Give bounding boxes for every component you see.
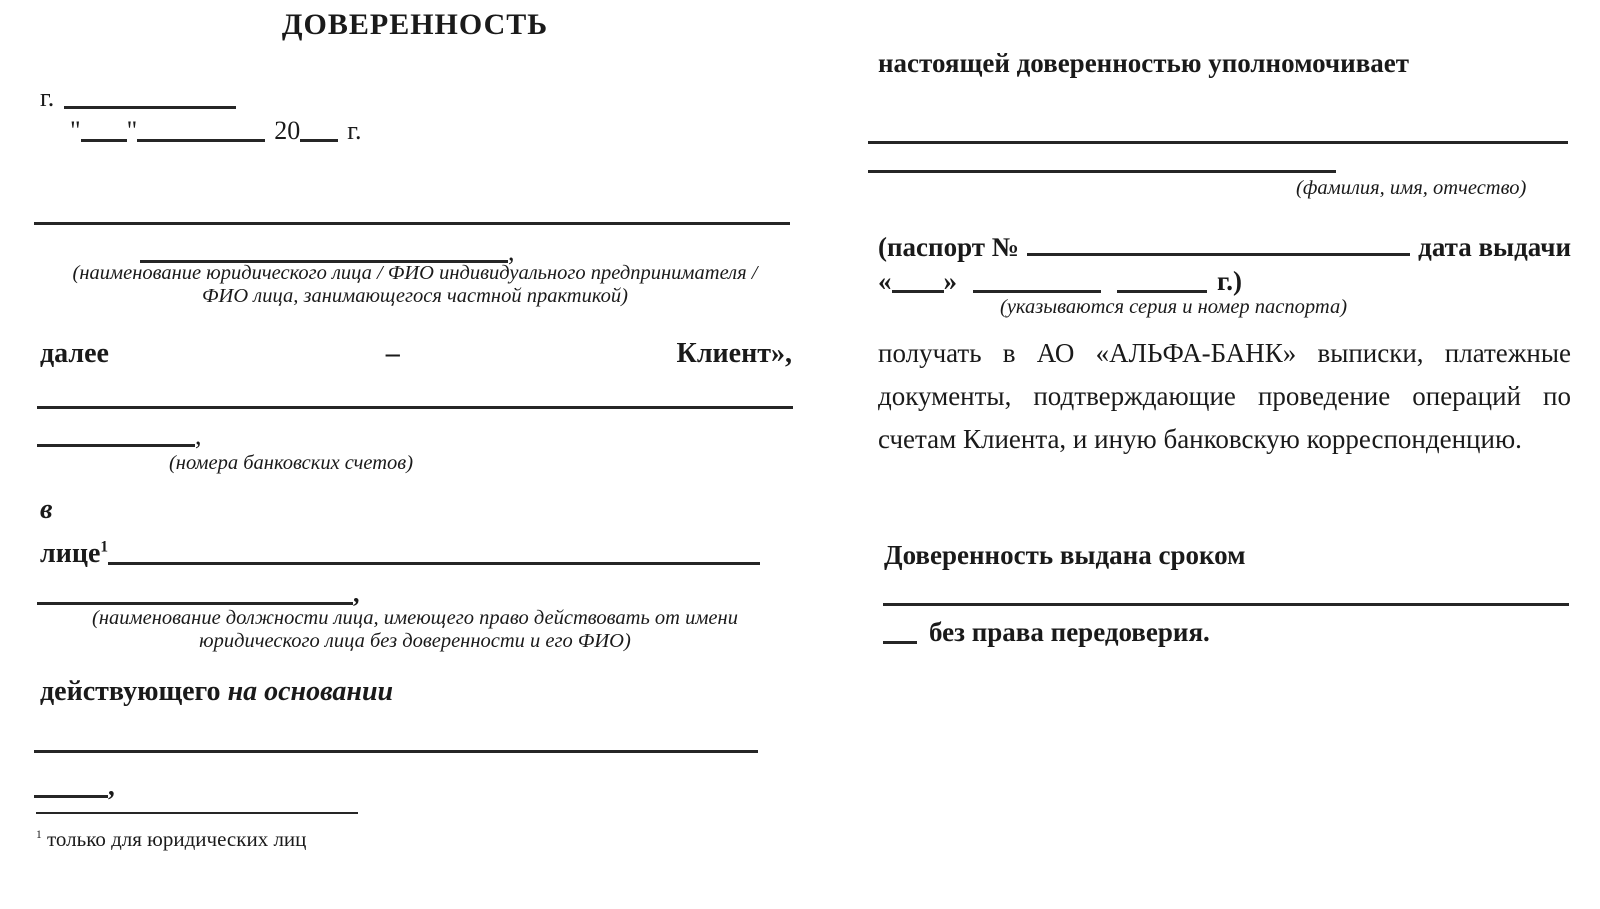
passport-line xyxy=(878,226,1571,263)
org-name-blank xyxy=(140,234,508,263)
issue-date-label: дата выдачи xyxy=(1418,232,1571,262)
footnote-divider xyxy=(36,812,358,814)
month-blank xyxy=(137,113,265,142)
issue-day-blank xyxy=(892,263,944,293)
acting-basis: на основании xyxy=(227,676,394,707)
footnote-text: только для юридических лиц xyxy=(47,827,307,851)
city-blank xyxy=(64,80,236,109)
city-line xyxy=(40,80,236,113)
attorney-name-line-2 xyxy=(868,170,1336,173)
dash: – xyxy=(385,338,400,369)
powers-line-3: счетам Клиента, и иную банковскую корреспонденцию. xyxy=(878,424,1522,454)
accounts-blank xyxy=(37,418,195,447)
comma: , xyxy=(195,421,202,450)
year-close: г.) xyxy=(1217,266,1242,296)
position-caption-line-2: юридического лица без доверенности и его ФИО) xyxy=(199,630,631,652)
footnote-reference: 1 xyxy=(100,538,109,556)
passport-caption: (указываются серия и номер паспорта) xyxy=(1000,296,1348,318)
basis-line xyxy=(34,750,758,753)
close-guillemet: » xyxy=(943,266,957,296)
accounts-line-2 xyxy=(37,418,202,451)
accounts-line xyxy=(37,406,793,409)
acting-clause xyxy=(40,676,393,708)
year-abbr: г. xyxy=(347,116,362,145)
accounts-caption: (номера банковских счетов) xyxy=(168,452,414,474)
fio-caption: (фамилия, имя, отчество) xyxy=(1296,177,1527,199)
document-title: ДОВЕРЕННОСТЬ xyxy=(281,8,549,41)
passport-date-line xyxy=(878,263,1242,297)
person-word: лице xyxy=(40,538,101,569)
basis-line-2 xyxy=(34,768,115,802)
left-column xyxy=(36,0,792,909)
person-line-2 xyxy=(37,576,360,609)
no-substitution-clause xyxy=(883,614,1210,648)
passport-number-blank xyxy=(1027,226,1410,256)
year-blank xyxy=(300,113,338,142)
issue-month-blank xyxy=(973,263,1101,293)
person-line xyxy=(40,534,760,570)
term-heading: Доверенность выдана сроком xyxy=(884,540,1246,570)
city-prefix: г. xyxy=(40,83,55,112)
in-word: в xyxy=(40,494,53,525)
attorney-name-line xyxy=(868,141,1568,144)
no-substitution-text: без права передоверия. xyxy=(929,617,1210,647)
open-quote: " xyxy=(70,116,81,145)
org-caption-line-1: (наименование юридического лица / ФИО индивидуального предпринимателя / xyxy=(72,262,758,284)
basis-blank xyxy=(34,768,108,798)
org-caption-line-2: ФИО лица, занимающегося частной практикой) xyxy=(202,285,628,307)
comma: , xyxy=(353,579,360,608)
authorize-heading: настоящей доверенностью уполномочивает xyxy=(878,48,1410,78)
powers-line-2: документы, подтверждающие проведение операций по xyxy=(878,381,1571,411)
passport-label: (паспорт № xyxy=(878,232,1019,262)
henceforth-word: далее xyxy=(40,338,109,369)
comma: , xyxy=(508,237,515,266)
position-blank xyxy=(37,576,353,605)
henceforth-clause xyxy=(40,338,792,370)
term-years-blank xyxy=(883,614,917,644)
client-label: Клиент», xyxy=(676,338,792,369)
term-blank-line xyxy=(883,603,1569,606)
issue-year-blank xyxy=(1117,263,1207,293)
day-blank xyxy=(81,113,127,142)
powers-line-1: получать в АО «АЛЬФА-БАНК» выписки, платежные xyxy=(878,338,1571,368)
year-prefix: 20 xyxy=(274,116,301,145)
open-guillemet: « xyxy=(878,266,892,296)
person-blank xyxy=(108,534,760,565)
footnote xyxy=(36,827,306,852)
footnote-mark: 1 xyxy=(36,829,42,841)
position-caption-line-1: (наименование должности лица, имеющего право действовать от имени xyxy=(92,607,738,629)
acting-word: действующего xyxy=(40,676,221,707)
close-quote: " xyxy=(126,116,138,145)
powers-paragraph xyxy=(878,332,1571,461)
date-line xyxy=(70,113,361,146)
comma: , xyxy=(108,771,115,801)
right-column xyxy=(878,0,1573,909)
org-name-line xyxy=(34,222,790,225)
